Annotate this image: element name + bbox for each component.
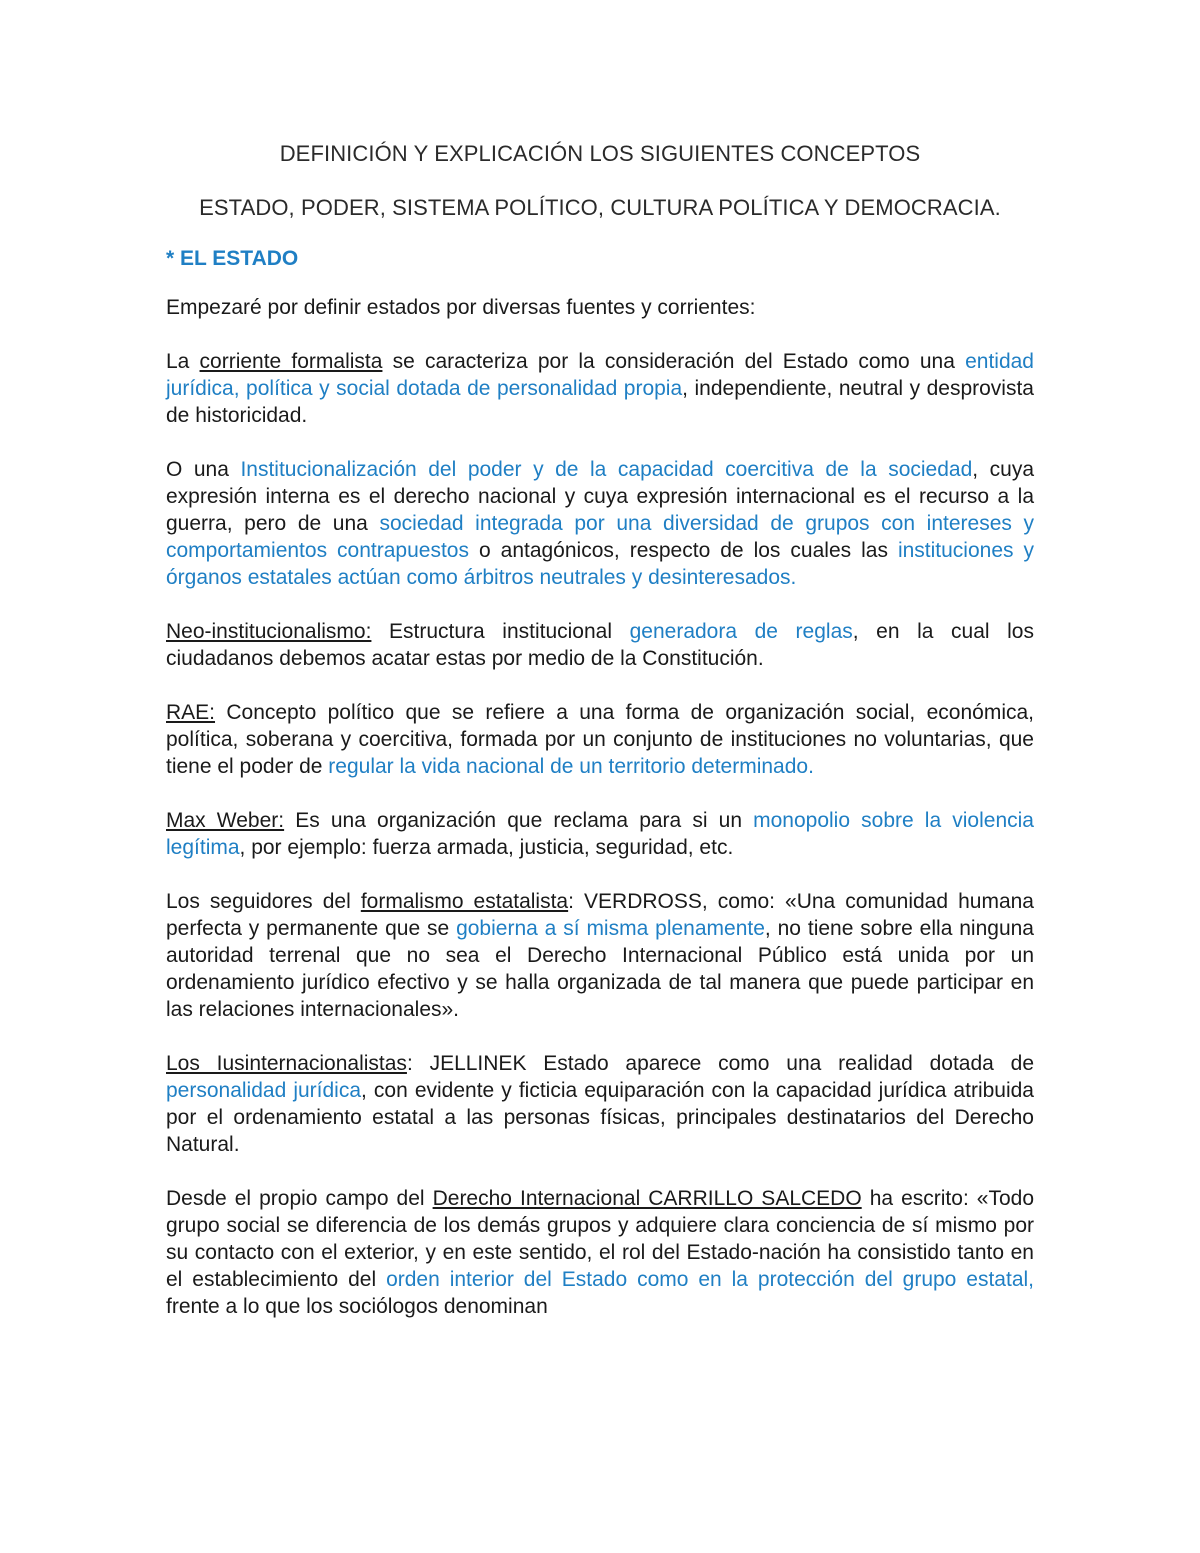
highlighted-text: gobierna a sí misma plenamente [456, 917, 765, 940]
paragraph-institucionalizacion [166, 456, 1034, 591]
highlighted-text: personalidad jurídica [166, 1079, 362, 1102]
paragraph-carrillo-salcedo [166, 1185, 1034, 1320]
text: Es una organización que reclama para si un [284, 809, 754, 832]
highlighted-text: entidad jurídica, política y social dotada de personalidad propia [166, 350, 1034, 400]
intro-paragraph: Empezaré por definir estados por diversas fuentes y corrientes: [166, 296, 756, 319]
text: ha escrito: «Todo grupo social se diferencia de los demás grupos y adquiere clara conciencia de sí mismo por su contacto con el exterior, y en este sentido, el rol del Estado-nación ha consistido tanto en el establecimiento del [166, 1187, 1035, 1291]
underlined-term: Derecho Internacional CARRILLO SALCEDO [432, 1187, 862, 1210]
text: La [166, 350, 200, 373]
paragraph-rae [166, 699, 1034, 780]
text: Concepto político que se refiere a una forma de organización social, económica, política, soberana y coercitiva, formada por un conjunto de instituciones no voluntarias, que tiene el poder de [166, 701, 1034, 778]
highlighted-text: instituciones y órganos estatales actúan como árbitros neutrales y desinteresados. [166, 539, 1034, 589]
section-heading-el-estado: * EL ESTADO [166, 247, 299, 270]
text: , por ejemplo: fuerza armada, justicia, seguridad, etc. [239, 836, 734, 859]
text: se caracteriza por la consideración del Estado como una [382, 350, 966, 373]
text: o antagónicos, respecto de los cuales las [468, 539, 898, 562]
text: , no tiene sobre ella ninguna autoridad terrenal que no sea el Derecho Internacional Público está unida por un ordenamiento jurídico efectivo y se halla organizada de tal manera que puede participar en las relaciones internacionales». [166, 917, 1034, 1021]
highlighted-text: monopolio sobre la violencia legítima [166, 809, 1034, 859]
text: frente a lo que los sociólogos denominan [166, 1295, 548, 1318]
paragraph-corriente-formalista [166, 348, 1034, 429]
text: : VERDROSS, como: «Una comunidad humana perfecta y permanente que se [166, 890, 1034, 940]
text: , con evidente y ficticia equiparación con la capacidad jurídica atribuida por el ordenamiento estatal a las personas físicas, principales destinatarios del Derecho Natural. [166, 1079, 1034, 1156]
underlined-term: corriente formalista [199, 350, 383, 373]
underlined-term: formalismo estatalista [360, 890, 569, 913]
text: , cuya expresión interna es el derecho nacional y cuya expresión internacional es el recurso a la guerra, pero de una [166, 458, 1034, 535]
highlighted-text: Institucionalización del poder y de la capacidad coercitiva de la sociedad [240, 458, 973, 481]
highlighted-text: orden interior del Estado como en la protección del grupo estatal, [386, 1268, 1034, 1291]
paragraph-verdross [166, 888, 1034, 1023]
document-subtitle: ESTADO, PODER, SISTEMA POLÍTICO, CULTURA POLÍTICA Y DEMOCRACIA. [199, 195, 1001, 220]
text: , independiente, neutral y desprovista de historicidad. [166, 377, 1034, 427]
underlined-term: Max Weber: [166, 809, 285, 832]
highlighted-text: sociedad integrada por una diversidad de grupos con intereses y comportamientos contrapuestos [166, 512, 1034, 562]
paragraph-jellinek [166, 1050, 1034, 1158]
paragraph-neo-institucionalismo [166, 618, 1034, 672]
text: : JELLINEK Estado aparece como una realidad dotada de [406, 1052, 1035, 1075]
highlighted-text: generadora de reglas [629, 620, 853, 643]
paragraph-max-weber [166, 807, 1034, 861]
text: Desde el propio campo del [166, 1187, 433, 1210]
underlined-term: Neo-institucionalismo: [166, 620, 372, 643]
text: Estructura institucional [371, 620, 630, 643]
highlighted-text: regular la vida nacional de un territorio determinado. [328, 755, 814, 778]
text: , en la cual los ciudadanos debemos acatar estas por medio de la Constitución. [166, 620, 1034, 670]
underlined-term: RAE: [166, 701, 216, 724]
document-title: DEFINICIÓN Y EXPLICACIÓN LOS SIGUIENTES CONCEPTOS [279, 141, 921, 166]
text: O una [166, 458, 241, 481]
underlined-term: Los Iusinternacionalistas [166, 1052, 407, 1075]
text: Los seguidores del [166, 890, 361, 913]
